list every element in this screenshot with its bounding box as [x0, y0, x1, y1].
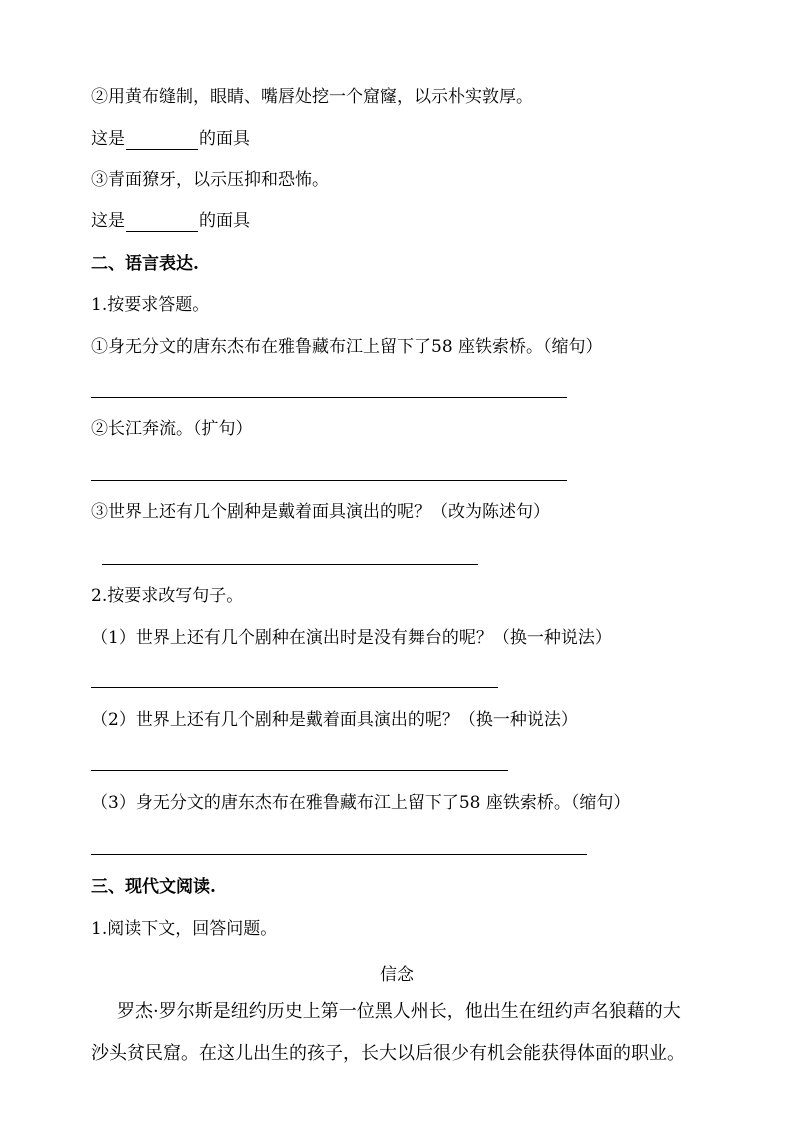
answer-line[interactable]: [91, 770, 508, 771]
answer-line[interactable]: [91, 687, 498, 688]
fill-prefix: 这是: [91, 129, 125, 149]
fill-line-2: [91, 210, 250, 232]
section-heading-reading: 三、现代文阅读.: [91, 877, 216, 897]
question-1c: ③世界上还有几个剧种是戴着面具演出的呢？（改为陈述句）: [91, 502, 550, 522]
question-1b: ②长江奔流。（扩句）: [91, 419, 253, 439]
question-1a: ①身无分文的唐东杰布在雅鲁藏布江上留下了58 座铁索桥。（缩句）: [91, 337, 603, 357]
passage-title: 信念: [380, 965, 414, 985]
question-2-2: （2）世界上还有几个剧种是戴着面具演出的呢？（换一种说法）: [91, 710, 578, 730]
question-2-1: （1）世界上还有几个剧种在演出时是没有舞台的呢？（换一种说法）: [91, 628, 612, 648]
reading-instruction: 1.阅读下文，回答问题。: [91, 919, 278, 939]
question-1: 1.按要求答题。: [91, 295, 210, 315]
answer-line[interactable]: [91, 397, 567, 398]
question-2-3: （3）身无分文的唐东杰布在雅鲁藏布江上留下了58 座铁索桥。（缩句）: [91, 793, 631, 813]
passage-paragraph-line-1: 罗杰·罗尔斯是纽约历史上第一位黑人州长，他出生在纽约声名狼藉的大: [117, 1001, 681, 1022]
fill-line-1: [91, 128, 250, 150]
fill-prefix: 这是: [91, 211, 125, 231]
answer-line[interactable]: [91, 854, 587, 855]
fill-suffix: 的面具: [199, 129, 250, 149]
question-2: 2.按要求改写句子。: [91, 586, 244, 606]
passage-paragraph-line-2: 沙头贫民窟。在这儿出生的孩子，长大以后很少有机会能获得体面的职业。: [91, 1043, 685, 1064]
answer-line[interactable]: [102, 564, 478, 565]
section-heading-language: 二、语言表达.: [91, 254, 199, 274]
option-3-text: ③青面獠牙，以示压抑和恐怖。: [91, 170, 329, 190]
answer-blank[interactable]: [126, 133, 198, 150]
option-2-text: ②用黄布缝制，眼睛、嘴唇处挖一个窟窿，以示朴实敦厚。: [91, 87, 533, 107]
fill-suffix: 的面具: [199, 211, 250, 231]
answer-line[interactable]: [91, 480, 567, 481]
answer-blank[interactable]: [126, 215, 198, 232]
